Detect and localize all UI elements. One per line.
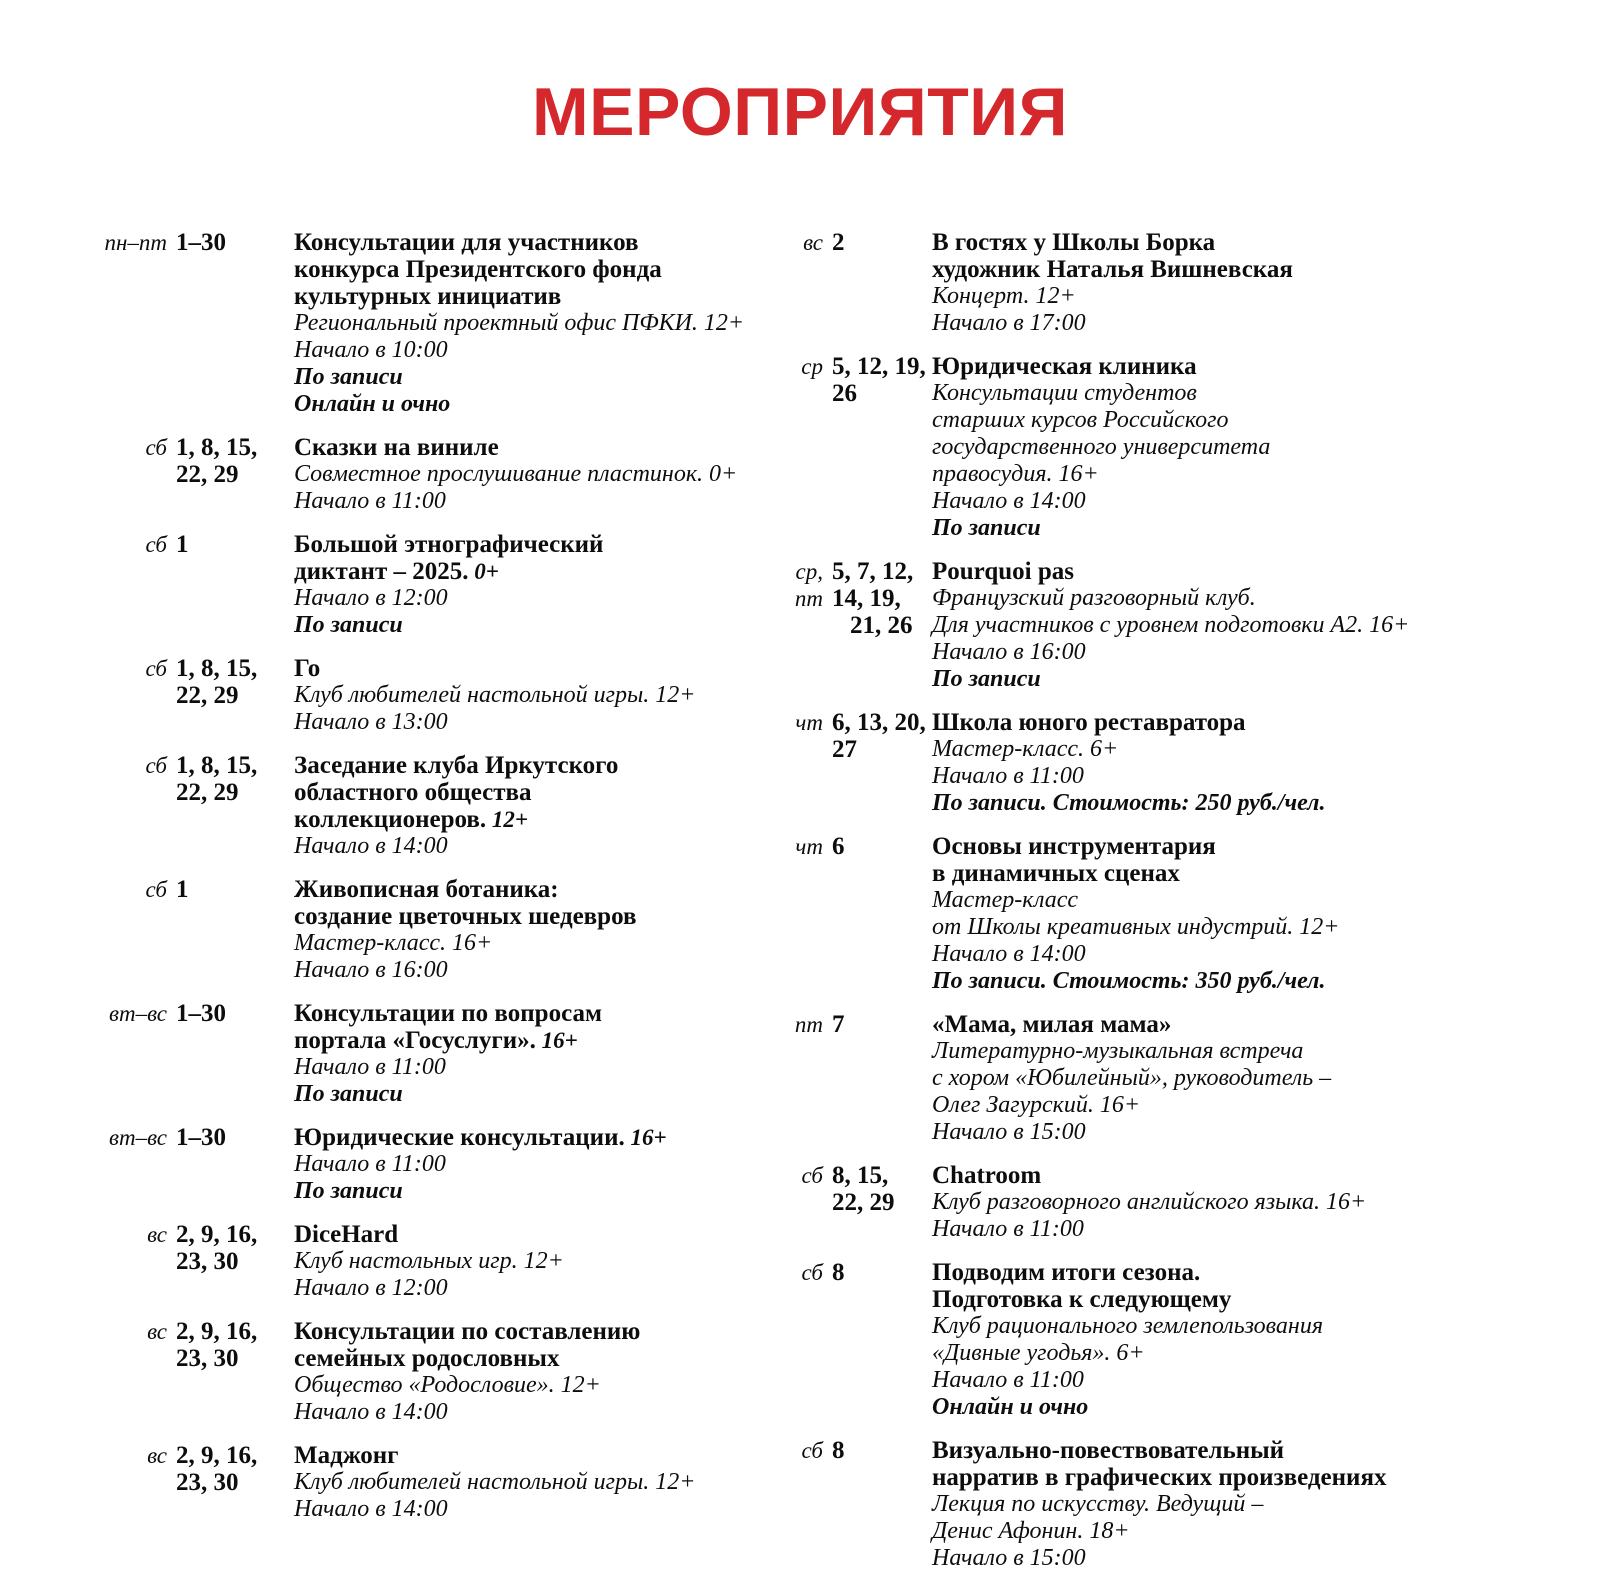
- event-schedule: [72, 1221, 294, 1275]
- event-dates: [832, 353, 932, 407]
- event-description: Французский разговорный клуб.: [932, 585, 1256, 612]
- event-title: Заседание клуба Иркутского: [294, 752, 619, 780]
- event-body: [294, 1221, 760, 1302]
- event-description: Мастер-класс. 6+: [932, 736, 1119, 763]
- event-weekday: [72, 752, 176, 779]
- event-weekday-line: пт: [794, 586, 823, 612]
- event-weekday-line: чт: [795, 834, 823, 860]
- event-description: Клуб любителей настольной игры. 12+: [294, 682, 696, 709]
- event-entry[interactable]: [72, 1442, 760, 1523]
- event-start-time: Начало в 14:00: [294, 1496, 448, 1523]
- event-title: областного общества: [294, 779, 532, 807]
- event-weekday: [72, 229, 176, 256]
- event-date-line: 23, 30: [176, 1469, 239, 1497]
- event-title: коллекционеров. 12+: [294, 806, 528, 834]
- event-entry[interactable]: [72, 876, 760, 984]
- event-description: Олег Загурский. 16+: [932, 1092, 1141, 1119]
- event-date-line: 1, 8, 15,: [176, 752, 258, 780]
- event-weekday-line: сб: [145, 532, 167, 558]
- event-weekday: [72, 434, 176, 461]
- event-weekday-line: вс: [147, 1319, 167, 1345]
- event-start-time: Начало в 14:00: [294, 833, 448, 860]
- event-body: [932, 229, 1550, 337]
- event-note: По записи: [294, 612, 403, 639]
- event-title: Консультации по вопросам: [294, 1000, 602, 1028]
- event-date-line: 26: [832, 380, 857, 408]
- event-start-time: Начало в 15:00: [932, 1545, 1086, 1572]
- event-entry[interactable]: [72, 1124, 760, 1205]
- event-body: [294, 229, 760, 418]
- event-schedule: [72, 876, 294, 903]
- event-weekday: [72, 531, 176, 558]
- event-title: диктант – 2025. 0+: [294, 558, 499, 586]
- event-entry[interactable]: [770, 1162, 1550, 1243]
- event-dates: [176, 752, 294, 806]
- event-dates: [832, 1162, 932, 1216]
- event-schedule: [770, 353, 932, 407]
- event-description: Концерт. 12+: [932, 283, 1076, 310]
- event-title: культурных инициатив: [294, 283, 562, 311]
- event-description: Денис Афонин. 18+: [932, 1518, 1130, 1545]
- event-title: Основы инструментария: [932, 833, 1216, 861]
- event-body: [932, 353, 1550, 542]
- event-date-line: 1, 8, 15,: [176, 655, 258, 683]
- event-weekday-line: сб: [801, 1163, 823, 1189]
- event-schedule: [770, 709, 932, 763]
- event-schedule: [72, 531, 294, 558]
- event-weekday-line: сб: [801, 1260, 823, 1286]
- event-schedule: [770, 1011, 932, 1038]
- event-schedule: [72, 1442, 294, 1496]
- event-schedule: [72, 434, 294, 488]
- event-title: Визуально-повествовательный: [932, 1437, 1285, 1465]
- event-schedule: [770, 229, 932, 256]
- event-weekday: [72, 655, 176, 682]
- event-start-time: Начало в 14:00: [932, 941, 1086, 968]
- event-title: конкурса Президентского фонда: [294, 256, 662, 284]
- event-schedule: [770, 833, 932, 860]
- event-date-line: 1–30: [176, 229, 226, 257]
- event-dates: [176, 876, 294, 903]
- event-schedule: [72, 1124, 294, 1151]
- event-description: Региональный проектный офис ПФКИ. 12+: [294, 310, 745, 337]
- event-body: [294, 1442, 760, 1523]
- event-entry[interactable]: [72, 229, 760, 418]
- events-column-right: [760, 229, 1550, 1572]
- event-description: Мастер-класс: [932, 887, 1079, 914]
- event-date-line: 22, 29: [176, 461, 239, 489]
- event-body: [294, 752, 760, 860]
- event-body: [932, 558, 1550, 693]
- event-description: Лекция по искусству. Ведущий –: [932, 1491, 1264, 1518]
- event-description: с хором «Юбилейный», руководитель –: [932, 1065, 1332, 1092]
- event-description: Литературно-музыкальная встреча: [932, 1038, 1304, 1065]
- event-weekday-line: вт–вс: [109, 1001, 167, 1027]
- event-start-time: Начало в 15:00: [932, 1119, 1086, 1146]
- event-entry[interactable]: [770, 558, 1550, 693]
- event-weekday-line: ср: [801, 354, 823, 380]
- event-weekday: [770, 1437, 832, 1464]
- event-weekday-line: вт–вс: [109, 1125, 167, 1151]
- event-start-time: Начало в 10:00: [294, 337, 448, 364]
- event-date-line: 2, 9, 16,: [176, 1221, 258, 1249]
- event-schedule: [72, 655, 294, 709]
- event-weekday: [72, 1318, 176, 1345]
- event-title: В гостях у Школы Борка: [932, 229, 1216, 257]
- event-weekday-line: пт: [794, 1012, 823, 1038]
- event-weekday-line: сб: [145, 435, 167, 461]
- event-description: Мастер-класс. 16+: [294, 930, 493, 957]
- event-dates: [832, 1437, 932, 1464]
- event-description: Общество «Родословие». 12+: [294, 1372, 601, 1399]
- event-date-line: 1: [176, 876, 189, 904]
- event-date-line: 2, 9, 16,: [176, 1318, 258, 1346]
- event-weekday: [72, 1221, 176, 1248]
- event-date-line: 7: [832, 1011, 845, 1039]
- event-date-line: 1–30: [176, 1000, 226, 1028]
- event-entry[interactable]: [770, 353, 1550, 542]
- event-date-line: 6: [832, 833, 845, 861]
- event-title: портала «Госуслуги». 16+: [294, 1027, 578, 1055]
- event-entry[interactable]: [72, 1221, 760, 1302]
- event-title: Го: [294, 655, 321, 683]
- event-title: семейных родословных: [294, 1345, 560, 1373]
- events-columns: [0, 191, 1600, 1572]
- event-description: Клуб настольных игр. 12+: [294, 1248, 564, 1275]
- event-start-time: Начало в 12:00: [294, 585, 448, 612]
- event-weekday: [770, 833, 832, 860]
- event-schedule: [72, 752, 294, 806]
- event-body: [294, 1318, 760, 1426]
- event-weekday-line: ср,: [795, 559, 823, 585]
- events-column-left: [0, 229, 760, 1523]
- event-dates: [832, 833, 932, 860]
- event-description: Для участников с уровнем подготовки А2. 16+: [932, 612, 1410, 639]
- event-note: По записи. Стоимость: 250 руб./чел.: [932, 790, 1326, 817]
- event-dates: [176, 229, 294, 256]
- event-entry[interactable]: [72, 1000, 760, 1108]
- event-title: Маджонг: [294, 1442, 399, 1470]
- event-weekday: [770, 229, 832, 256]
- event-body: [932, 1259, 1550, 1421]
- event-date-line: 2: [832, 229, 845, 257]
- event-weekday: [72, 1442, 176, 1469]
- event-age-rating: 0+: [468, 559, 499, 585]
- event-title: Chatroom: [932, 1162, 1042, 1190]
- event-weekday: [72, 1124, 176, 1151]
- event-note: По записи: [294, 1081, 403, 1108]
- event-entry[interactable]: [72, 1318, 760, 1426]
- event-schedule: [72, 1318, 294, 1372]
- event-schedule: [770, 558, 932, 639]
- event-note: По записи: [932, 515, 1041, 542]
- event-title: DiceHard: [294, 1221, 399, 1249]
- event-dates: [832, 558, 932, 639]
- event-date-line: 8, 15,: [832, 1162, 889, 1190]
- event-description: Клуб любителей настольной игры. 12+: [294, 1469, 696, 1496]
- event-body: [932, 1011, 1550, 1146]
- event-dates: [176, 655, 294, 709]
- event-age-rating: 12+: [486, 807, 528, 833]
- event-title: «Мама, милая мама»: [932, 1011, 1172, 1039]
- event-title: Подводим итоги сезона.: [932, 1259, 1201, 1287]
- event-body: [294, 531, 760, 639]
- event-weekday-line: вс: [147, 1222, 167, 1248]
- event-entry[interactable]: [770, 833, 1550, 995]
- event-description: государственного университета: [932, 434, 1271, 461]
- event-date-line: 14, 19,: [832, 585, 901, 613]
- event-body: [932, 833, 1550, 995]
- event-start-time: Начало в 16:00: [932, 639, 1086, 666]
- event-entry[interactable]: [770, 1011, 1550, 1146]
- event-description: Совместное прослушивание пластинок. 0+: [294, 461, 738, 488]
- event-start-time: Начало в 11:00: [932, 1367, 1084, 1394]
- event-note: По записи: [294, 364, 403, 391]
- event-note: По записи: [932, 666, 1041, 693]
- event-title: Сказки на виниле: [294, 434, 499, 462]
- event-start-time: Начало в 16:00: [294, 957, 448, 984]
- event-description: Клуб разговорного английского языка. 16+: [932, 1189, 1367, 1216]
- event-date-line: 23, 30: [176, 1345, 239, 1373]
- event-start-time: Начало в 13:00: [294, 709, 448, 736]
- event-body: [932, 1162, 1550, 1243]
- event-dates: [176, 1318, 294, 1372]
- event-date-line: 1, 8, 15,: [176, 434, 258, 462]
- event-entry[interactable]: [770, 1259, 1550, 1421]
- event-note: По записи. Стоимость: 350 руб./чел.: [932, 968, 1326, 995]
- event-weekday-line: сб: [801, 1438, 823, 1464]
- event-weekday: [770, 1011, 832, 1038]
- event-entry[interactable]: [72, 434, 760, 515]
- event-title: нарратив в графических произведениях: [932, 1464, 1387, 1492]
- event-date-line: 6, 13, 20,: [832, 709, 926, 737]
- event-date-line: 2, 9, 16,: [176, 1442, 258, 1470]
- event-schedule: [72, 229, 294, 256]
- event-weekday: [72, 1000, 176, 1027]
- event-dates: [176, 434, 294, 488]
- event-date-line: 8: [832, 1437, 845, 1465]
- event-dates: [176, 1221, 294, 1275]
- event-note: Онлайн и очно: [932, 1394, 1089, 1421]
- event-body: [932, 709, 1550, 817]
- event-description: старших курсов Российского: [932, 407, 1229, 434]
- event-dates: [832, 1011, 932, 1038]
- event-description: от Школы креативных индустрий. 12+: [932, 914, 1340, 941]
- event-start-time: Начало в 11:00: [294, 1054, 446, 1081]
- event-weekday: [770, 558, 832, 612]
- event-start-time: Начало в 14:00: [932, 488, 1086, 515]
- event-entry[interactable]: [72, 655, 760, 736]
- event-weekday-line: сб: [145, 877, 167, 903]
- event-date-line: 8: [832, 1259, 845, 1287]
- event-body: [294, 876, 760, 984]
- event-schedule: [72, 1000, 294, 1027]
- event-schedule: [770, 1259, 932, 1286]
- event-dates: [176, 531, 294, 558]
- event-title: Юридические консультации. 16+: [294, 1124, 667, 1152]
- event-date-line: 22, 29: [832, 1189, 895, 1217]
- event-weekday: [770, 709, 832, 736]
- event-start-time: Начало в 14:00: [294, 1399, 448, 1426]
- event-title: Большой этнографический: [294, 531, 604, 559]
- event-description: Консультации студентов: [932, 380, 1197, 407]
- event-start-time: Начало в 17:00: [932, 310, 1086, 337]
- event-title: Юридическая клиника: [932, 353, 1197, 381]
- event-dates: [176, 1442, 294, 1496]
- event-entry[interactable]: [72, 752, 760, 860]
- event-title: художник Наталья Вишневская: [932, 256, 1293, 284]
- event-body: [932, 1437, 1550, 1572]
- event-title: в динамичных сценах: [932, 860, 1180, 888]
- event-date-line: 21, 26: [850, 612, 913, 640]
- event-schedule: [770, 1437, 932, 1464]
- event-date-line: 27: [832, 736, 857, 764]
- event-body: [294, 434, 760, 515]
- event-weekday: [770, 1259, 832, 1286]
- event-dates: [832, 229, 932, 256]
- event-date-line: 22, 29: [176, 779, 239, 807]
- event-date-line: 23, 30: [176, 1248, 239, 1276]
- event-entry[interactable]: [72, 531, 760, 639]
- event-entry[interactable]: [770, 709, 1550, 817]
- event-description: «Дивные угодья». 6+: [932, 1340, 1145, 1367]
- event-date-line: 5, 12, 19,: [832, 353, 926, 381]
- event-description: Клуб рационального землепользования: [932, 1313, 1323, 1340]
- event-start-time: Начало в 11:00: [294, 488, 446, 515]
- event-weekday: [72, 876, 176, 903]
- event-body: [294, 655, 760, 736]
- event-note: Онлайн и очно: [294, 391, 451, 418]
- event-schedule: [770, 1162, 932, 1216]
- event-title: Pourquoi pas: [932, 558, 1074, 586]
- event-date-line: 22, 29: [176, 682, 239, 710]
- event-start-time: Начало в 12:00: [294, 1275, 448, 1302]
- event-body: [294, 1124, 760, 1205]
- event-start-time: Начало в 11:00: [294, 1151, 446, 1178]
- event-weekday-line: вс: [803, 230, 823, 256]
- event-weekday: [770, 1162, 832, 1189]
- event-entry[interactable]: [770, 1437, 1550, 1572]
- event-body: [294, 1000, 760, 1108]
- event-start-time: Начало в 11:00: [932, 763, 1084, 790]
- event-weekday-line: пн–пт: [104, 230, 167, 256]
- event-weekday-line: сб: [145, 656, 167, 682]
- event-start-time: Начало в 11:00: [932, 1216, 1084, 1243]
- event-dates: [832, 709, 932, 763]
- events-poster: [0, 46, 1600, 1572]
- event-dates: [832, 1259, 932, 1286]
- event-title: создание цветочных шедевров: [294, 903, 637, 931]
- event-weekday-line: сб: [145, 753, 167, 779]
- event-description: правосудия. 16+: [932, 461, 1099, 488]
- page-title: МЕРОПРИЯТИЯ: [531, 73, 1069, 150]
- event-weekday-line: чт: [795, 710, 823, 736]
- event-title: Живописная ботаника:: [294, 876, 559, 904]
- event-dates: [176, 1124, 294, 1151]
- event-date-line: 5, 7, 12,: [832, 558, 914, 586]
- event-title: Подготовка к следующему: [932, 1286, 1232, 1314]
- event-title: Консультации по составлению: [294, 1318, 641, 1346]
- event-title: Школа юного реставратора: [932, 709, 1246, 737]
- event-weekday: [770, 353, 832, 380]
- event-entry[interactable]: [770, 229, 1550, 337]
- event-age-rating: 16+: [535, 1028, 578, 1054]
- event-date-line: 1–30: [176, 1124, 226, 1152]
- event-age-rating: 16+: [624, 1125, 667, 1151]
- event-date-line: 1: [176, 531, 189, 559]
- event-weekday-line: вс: [147, 1443, 167, 1469]
- event-title: Консультации для участников: [294, 229, 639, 257]
- event-note: По записи: [294, 1178, 403, 1205]
- event-dates: [176, 1000, 294, 1027]
